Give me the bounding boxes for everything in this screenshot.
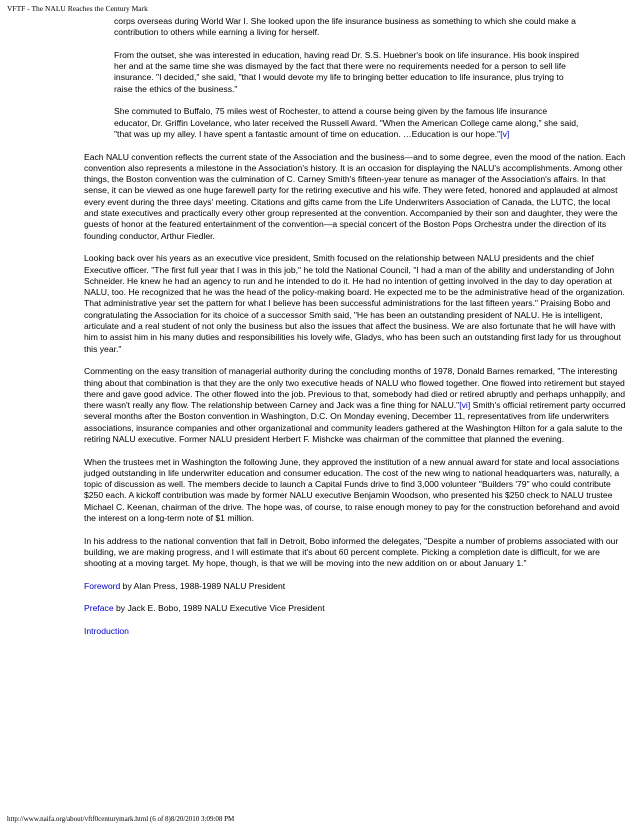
nav-foreword [84,581,626,592]
article-body [84,16,626,649]
quote-paragraph-2 [114,50,584,95]
paragraph-smith [84,253,626,355]
paragraph-text-continued: Smith's official retirement party occurred several months after the Boston convention in Washington, D.C. On Monday evening, December 11, representatives from life underwriters associations, insurance companies and other organizational and community leaders gathered at the Washington Hilton for a gala salute to the retiring NALU executive. Former NALU president Herbert F. Mishcke was chairman of the committee that planned the evening. [84,400,626,444]
page-footer: http://www.naifa.org/about/vftf0centurymark.html (6 of 8)8/20/2010 3:09:08 PM [7,815,235,823]
paragraph-text: Looking back over his years as an executive vice president, Smith focused on the relationship between NALU presidents and the chief Executive officer. "The first full year that I was in this job," he told the National Council, "I had a man of the ability and understanding of John Schneider. He knew he had an agency to run and he intended to do it. He had no intention of getting involved in the day to day operation at NALU, too. He recognized that he was the head of the policy-making board. He expected me to be the administrative head of the organization. That administrative year set the pattern for what I believe has been successful administrations for the last fifteen years." Praising Bobo and congratulating the Association for its choice of a successor Smith said, "He has been an outstanding president of NALU. He is intelligent, articulate and a real student of not only the business but also the issues that affect the business. We are also fortunate that he will have with him to assist him in his many duties and responsibilities his lovely wife, Gladys, who has been such an outstanding first lady for us throughout this year." [84,253,625,354]
paragraph-text: When the trustees met in Washington the following June, they approved the institution of a new annual award for state and local associations judged outstanding in life underwriter education and consumer education. The cost of the new wing to national headquarters was, naturally, a topic of discussion as well. The members decide to launch a Capital Funds drive to find 3,000 volunteer "Builders '79" who could contribute $250 each. A kickoff contribution was made by former NALU executive Benjamin Woodson, who presented his $250 check to NALU trustee Michael C. Keenan, chairman of the drive. The hope was, of course, to raise enough money to pay for the construction beforehand and avoid the interest on a long-term note of $1 million. [84,456,620,524]
nav-foreword-text: by Alan Press, 1988-1989 NALU President [120,580,286,591]
block-quote [114,16,584,140]
paragraph-convention [84,152,626,242]
quote-paragraph-1 [114,16,584,39]
paragraph-text: Commenting on the easy transition of managerial authority during the concluding months of 1978, Donald Barnes remarked, "The interesting thing about that combination is that they are the only two executive heads of NALU who flowed together. One flowed into retirement but stayed there and gave good advice. The other flowed into the job. Previous to that, somebody had died or retired abruptly and perhaps unhappily, and there wasn't really any flow. The relationship between Carney and Jack was a fine thing for NALU." [84,366,625,411]
nav-preface-text: by Jack E. Bobo, 1989 NALU Executive Vice President [113,603,325,614]
introduction-link[interactable]: Introduction [84,626,129,637]
foreword-link[interactable]: Foreword [84,580,121,591]
paragraph-detroit [84,536,626,570]
footnote-link-v[interactable]: [v] [500,128,510,139]
quote-paragraph-3 [114,106,584,140]
nav-preface [84,603,626,614]
quote-text: corps overseas during World War I. She looked upon the life insurance business as something to which she could make a contribution to others while earning a living for herself. [114,16,576,38]
preface-link[interactable]: Preface [84,603,114,614]
nav-introduction [84,626,626,637]
paragraph-text: Each NALU convention reflects the current state of the Association and the business—and to some degree, even the mood of the nation. Each convention also represents a milestone in the Association's history. It is an occasion for displaying the NALU's accomplishments. Among other things, the Boston convention was the culmination of C. Carney Smith's fifteen-year tenure as manager of the Association's affairs. In that sense, it can be viewed as one huge farewell party for the retiring executive and his wife. They were feted, honored and applauded at almost every event during the three days' meeting. Citations and gifts came from the Life Underwriters Association of Canada, the LUTC, the local and state executives and practically every other group represented at the convention. Accompanied by their son and daughter, they were the guests of honor at the featured entertainment of the convention—a special concert of the Boston Pops Orchestra under the direction of its founding conductor, Arthur Fiedler. [84,151,626,241]
footnote-link-vi[interactable]: [vi] [459,400,471,411]
paragraph-trustees [84,457,626,525]
paragraph-transition [84,366,626,445]
paragraph-text: In his address to the national convention that fall in Detroit, Bobo informed the delegates, "Despite a number of problems associated with our building, we are making progress, and I will estimate that it's about 60 percent complete. Picking a completion date is difficult, for we are shooting at a moving target. My hope, though, is that we will be moving into the new addition on or about January 1." [84,535,619,569]
quote-text: From the outset, she was interested in education, having read Dr. S.S. Huebner's book on life insurance. His book inspired her and at the same time she was dismayed by the fact that there were no requirements needed for a person to sell life insurance. "I decided," she said, "that I would devote my life to bringing better education to life insurance, plus trying to raise the ethics of the business." [114,49,580,94]
page-header: VFTF - The NALU Reaches the Century Mark [7,4,148,13]
quote-text: She commuted to Buffalo, 75 miles west of Rochester, to attend a course being given by the famous life insurance educator, Dr. Griffin Lovelance, who later received the Russell Award. "When the American College came along," she said, "that was up my alley. I have spent a fantastic amount of time on education. …Education is our hope." [114,106,579,139]
